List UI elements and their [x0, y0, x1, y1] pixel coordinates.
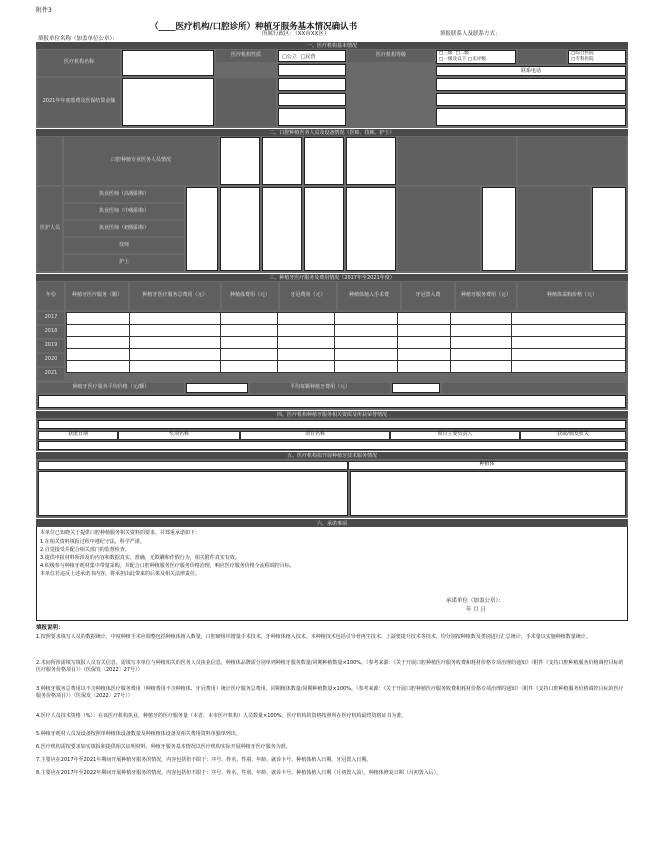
- fee-col-5: 牙冠置入费: [402, 282, 454, 310]
- plan-col-1: 种植体: [348, 461, 626, 470]
- commitment-item: 4.积极参与种植牙耗材集中带量采购，并配合口腔种植服务医疗服务价格治理，响应医疗服务价格全流程调控目标。: [40, 563, 295, 569]
- brand-count-input[interactable]: [592, 187, 626, 271]
- avg-note: 平均每颗种植牙费用（元）: [250, 383, 390, 393]
- section-fees-header: 三、种植牙医疗服务及费用情况（2017年至2021年度）: [36, 274, 628, 281]
- avg-price-input[interactable]: [186, 383, 248, 393]
- staff-side-label: [38, 137, 62, 185]
- honor-col-4: 获取/颁发机关: [520, 431, 626, 440]
- implant-count-header: [518, 137, 626, 185]
- reform-label: [518, 50, 566, 64]
- year-row-2: 2019: [38, 340, 64, 352]
- contact-label: 填报联系人及联系方式：: [440, 31, 501, 37]
- fee-col-6: 种植牙服务费用（元）: [456, 282, 516, 310]
- commitment-item: 3.提供申报材料所涉及的内容和数据真实、准确，无欺瞒和作假行为，相关附件真实有效。: [40, 555, 240, 561]
- fee-col-3: 牙冠费用（元）: [280, 282, 336, 310]
- staff-side-a: 医护人员: [38, 187, 62, 271]
- staff-col-header: 口腔种植专业医务人员情况: [64, 137, 218, 185]
- honor-input-row[interactable]: [38, 441, 626, 450]
- staff-count-input[interactable]: [186, 187, 218, 271]
- fee-input[interactable]: [122, 78, 214, 126]
- attachment-label: 附件3: [36, 7, 52, 14]
- fee-data-table: [66, 312, 626, 373]
- avg-input-2[interactable]: [392, 383, 440, 393]
- plan-col-0: [38, 461, 348, 470]
- fee-col-2: 种植体费用（元）: [222, 282, 278, 310]
- private-checkbox[interactable]: □民营: [300, 53, 316, 60]
- fill-unit-label: 填报单位名称（加盖单位公章）：: [38, 36, 118, 42]
- commitment-item: 2.自觉接受并配合相关部门的监督检查。: [40, 547, 130, 553]
- section-basic-header: 一、医疗机构基本情况: [36, 42, 628, 49]
- level-options[interactable]: □三级 □二级 □一级及以下 □未评级: [436, 50, 516, 64]
- reform-options[interactable]: □综合医院 □专科医院: [568, 50, 626, 64]
- institution-level-label: 医疗机构等级: [348, 50, 434, 62]
- plan-input-0[interactable]: [38, 471, 348, 516]
- note-item: 3.种植牙服务总费用以不含种植体医疗服务费用（种植费用不含种植体、牙冠费用）统计医疗服务总费用、同期植体数量/同期种植数量×100%。（参考来源：《关于开展口腔种植医疗服务收费和耗材价格专项治理的通知》（附件《支持口腔种植服务价格调控目标的医疗服务价格项目》）（医保发〔2022〕27号））: [36, 686, 624, 699]
- note-item: 8.主要应在2017年至2022年期间开展种植牙服务的情况，内容包括但不限于：序号、姓名、性别、年龄、就诊卡号、种植体植入日期（月初置入前），种植体修复日期（月初置入后）。: [36, 770, 442, 776]
- section-plan-header: 五、医疗机构拟开展种植牙技术服务情况: [36, 452, 628, 459]
- avg-note-2: [442, 383, 626, 393]
- fee-col-1: 种植牙医疗服务总费用（元）: [130, 282, 220, 310]
- staff-col-2: [262, 137, 302, 185]
- staff-row-label-4: 护士: [64, 255, 184, 271]
- fee-input-4[interactable]: [278, 108, 346, 126]
- year-row-1: 2018: [38, 326, 64, 338]
- brand-list: [398, 187, 480, 271]
- fee-col-0: 种植牙医疗服务（颗）: [66, 282, 128, 310]
- honor-col-1: 奖项名称: [118, 431, 240, 440]
- table-row: [67, 337, 626, 349]
- brand-count-list: [518, 187, 590, 271]
- year-col-header: 年份: [38, 282, 64, 310]
- avg-price-label: 种植牙医疗服务平均价格（元/颗）: [38, 383, 184, 393]
- institution-name-input[interactable]: [122, 50, 214, 76]
- honors-subheader: [38, 420, 626, 429]
- honor-col-0: 获批日期: [38, 431, 118, 440]
- note-item: 1.按照要求填写人员的数据统计，中度种植手术应调整包括种植体植入数量，口腔硬组织增量手术技术，牙种植体植入技术。本种植技术包括引导骨再生技术、上颌窦提升技术等技术，均分别按种植数及类别进行汇总统计，手术量以实施种植数量统计。: [36, 634, 591, 640]
- staff-row-label-2: 执业医师（初级职称）: [64, 221, 184, 236]
- fee-input-2[interactable]: [278, 78, 346, 91]
- note-item: 5.种植牙耗材人员及设备按照单种植体设备数量及种植植体设备及相关费用资料单独单列出。: [36, 731, 241, 737]
- public-checkbox[interactable]: □公立: [282, 53, 297, 60]
- note-item: 6.医疗机构需按要求如实填报和提供相关证明材料，种植牙服务基本情况以医疗机构实际开展种植牙医疗服务为准。: [36, 744, 291, 750]
- year-row-4: 2021: [38, 368, 64, 380]
- honor-col-3: 项目主要负责人: [390, 431, 520, 440]
- staff-input-3[interactable]: [304, 187, 344, 271]
- notes-title: 填报说明：: [36, 625, 64, 631]
- year-row-0: 2017: [38, 312, 64, 324]
- commitment-item: 本单位若违反上述承诺书内容，将承担由此带来的后果及相关法律责任。: [40, 571, 201, 577]
- commitment-intro: 本单位已知晓关于提供口腔种植服务相关资料的要求，并郑重承诺如下：: [40, 530, 201, 536]
- fee-input-3[interactable]: [278, 93, 346, 106]
- section-staff-header: 二、口腔种植医务人员及设备情况（医师、技师、护士）: [36, 129, 628, 136]
- region-label: 所属行政区：（XX市XX区）: [262, 31, 330, 37]
- commitment-item: 1.在相关资料填报过程中遵纪守法，科学严谨。: [40, 539, 145, 545]
- plan-input-1[interactable]: [350, 471, 626, 516]
- remark-input[interactable]: [38, 395, 626, 408]
- sign-unit-label: 承诺单位（加盖公章）：: [446, 598, 504, 604]
- honor-col-2: 项目名称: [240, 431, 390, 440]
- fee-input-5[interactable]: [436, 78, 626, 91]
- table-row: [67, 361, 626, 373]
- note-item: 2.术间所涉需填写填报人员有关信息，需填写本单位与种植相关的医务人员执业信息，种植体品牌需分别单列种植牙服务数量/同期种植数量×100%。（参考来源：《关于开展口腔种植医疗服务收费和耗材价格专项治理的通知》（附件《支持口腔种植服务价格调控目标的医疗服务价格项目》）（医保发〔2022〕27号））: [36, 660, 624, 673]
- fee-sub-label: [216, 78, 276, 126]
- fee-input-6[interactable]: [436, 93, 626, 106]
- implant-brand-header: [398, 137, 516, 185]
- note-item: 7.主要应在2017年至2021年期间开展种植牙服务的情况，内容包括但不限于：序号、姓名、性别、年龄、就诊卡号、种植体植入日期、牙冠置入日期。: [36, 757, 372, 763]
- staff-col-3: [304, 137, 344, 185]
- section-honors-header: 四、医疗机构种植牙服务相关资质及所获荣誉情况: [36, 411, 628, 418]
- nature-options[interactable]: [278, 50, 346, 62]
- staff-input-2[interactable]: [262, 187, 302, 271]
- staff-col-4: [346, 137, 396, 185]
- staff-row-label-1: 执业医师（中级职称）: [64, 204, 184, 219]
- year-row-3: 2020: [38, 354, 64, 366]
- sign-date: 年 月 日: [466, 607, 486, 613]
- brand-input[interactable]: [482, 187, 516, 271]
- staff-row-label-0: 执业医师（高级职称）: [64, 187, 184, 202]
- staff-input-1[interactable]: [220, 187, 260, 271]
- fee-col-7: 种植体采购价格（元）: [518, 282, 626, 310]
- institution-name-label: 医疗机构名称: [38, 50, 120, 76]
- table-row: [67, 349, 626, 361]
- fee-label: 2021年年度收费及医保结算金额: [38, 78, 120, 126]
- table-row: [67, 325, 626, 337]
- address-input[interactable]: [278, 64, 346, 76]
- note-item: 4.医疗人员技术资格（%）：在该医疗机构执业，种植牙的医疗服务量（本省、本市医疗机构）人员数量×100%。医疗机构的资格按照所在医疗机构最终资格证书为准。: [36, 713, 407, 719]
- staff-col-1: [220, 137, 260, 185]
- page-title: （____医疗机构/口腔诊所）种植牙服务基本情况确认书: [150, 22, 358, 32]
- staff-row-label-3: 技师: [64, 238, 184, 253]
- section-commitment-header: 六、承诺事项: [36, 519, 628, 527]
- fee-input-7[interactable]: [436, 108, 626, 126]
- institution-nature-label: 医疗机构性质: [216, 50, 276, 62]
- phone-field[interactable]: 联系电话: [436, 66, 626, 76]
- table-row: [67, 313, 626, 325]
- fee-col-4: 种植体植入手术费: [338, 282, 400, 310]
- staff-input-4[interactable]: [346, 187, 396, 271]
